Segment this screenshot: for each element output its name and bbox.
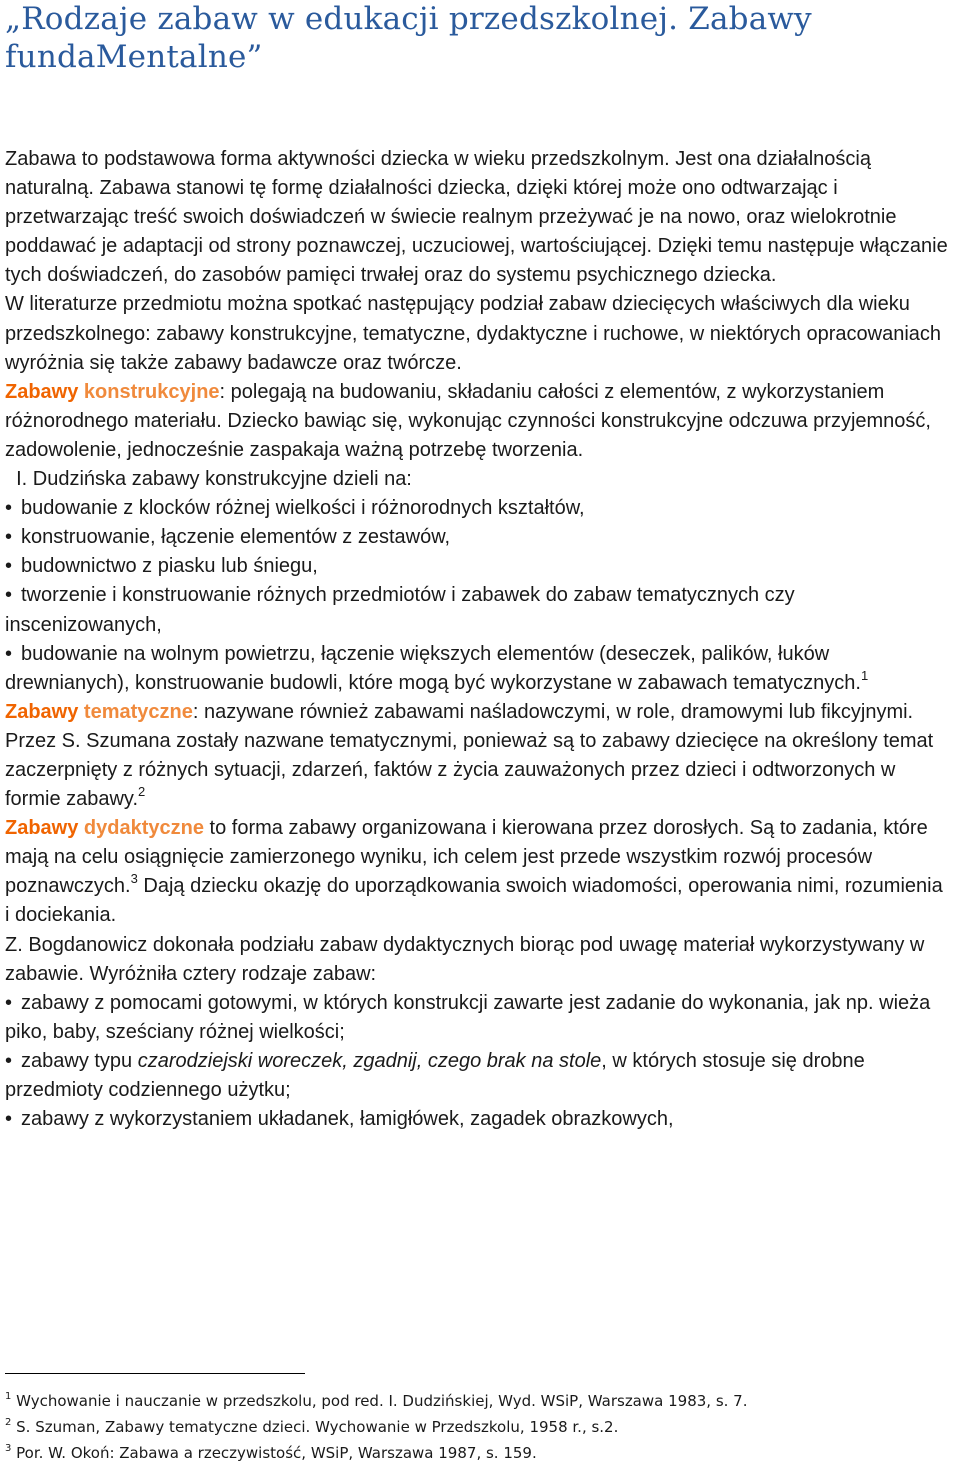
title-line-1: „Rodzaje zabaw w edukacji przedszkolnej. Zabawy — [5, 1, 812, 37]
list-item: • budowanie z klocków różnej wielkości i różnorodnych kształtów, — [5, 497, 585, 520]
document-body — [5, 145, 950, 1134]
list-item: • konstruowanie, łączenie elementów z zestawów, — [5, 526, 451, 549]
footnote: $^1$ Wychowanie i nauczanie w przedszkolu, pod red. I. Dudzińskiej, Wyd. WSiP, Warszawa 1983, s. 7. — [5, 1391, 748, 1410]
footnote: $^3$ Por. W. Okoń: Zabawa a rzeczywistość, WSiP, Warszawa 1987, s. 159. — [5, 1443, 537, 1462]
list-item: • zabawy z pomocami gotowymi, w których konstrukcji zawarte jest zadanie do wykonania, jak np. wieża piko, baby, sześciany różnej wielkości; — [5, 991, 931, 1043]
footnote: $^2$ S. Szuman, Zabawy tematyczne dzieci. Wychowanie w Przedszkolu, 1958 r., s.2. — [5, 1417, 619, 1436]
paragraph-classification: W literaturze przedmiotu można spotkać następujący podział zabaw dziecięcych właściwych dla wieku przedszkolnego: zabawy konstrukcyjne, tematyczne, dydaktyczne i ruchowe, w niektórych opracowaniach wyróżnia się także zabawy badawcze oraz twórcze. — [5, 293, 942, 374]
paragraph-construction-games: Zabawy konstrukcyjne: polegają na budowaniu, składaniu całości z elementów, z wykorzystaniem różnorodnego materiału. Dziecko bawiąc się, wykonując czynności konstrukcyjne odczuwa przyjemność, zadowolenie, jednocześnie zaspakaja ważną potrzebę tworzenia. — [5, 380, 931, 461]
paragraph-dudzinska: I. Dudzińska zabawy konstrukcyjne dzieli na: — [16, 468, 412, 491]
footnote-ref[interactable]: 3 — [130, 871, 138, 887]
list-item: • tworzenie i konstruowanie różnych przedmiotów i zabawek do zabaw tematycznych czy inscenizowanych, — [5, 584, 795, 636]
paragraph-bogdanowicz: Z. Bogdanowicz dokonała podziału zabaw dydaktycznych biorąc pod uwagę materiał wykorzystywany w zabawie. Wyróżniła cztery rodzaje zabaw: — [5, 933, 925, 985]
list-item: • zabawy typu czarodziejski woreczek, zgadnij, czego brak na stole, w których stosuje się drobne przedmioty codziennego użytku; — [5, 1049, 865, 1101]
footnotes — [5, 1388, 950, 1466]
heading-didactic-games: Zabawy dydaktyczne — [5, 817, 204, 840]
heading-construction-games: Zabawy konstrukcyjne — [5, 380, 220, 403]
list-item: • budownictwo z piasku lub śniegu, — [5, 555, 318, 578]
intro-text-continued: Dzięki temu następuje włączanie tych doświadczeń, do zasobów pamięci trwałej oraz do systemu psychicznego dziecka. — [5, 235, 948, 287]
document-title — [5, 0, 945, 76]
paragraph-intro — [5, 145, 950, 290]
title-line-2: fundaMentalne” — [5, 39, 263, 75]
heading-thematic-games: Zabawy tematyczne — [5, 700, 193, 723]
footnote-separator — [5, 1373, 305, 1374]
construction-list — [5, 494, 950, 698]
list-item: • zabawy z wykorzystaniem układanek, łamigłówek, zagadek obrazkowych, — [5, 1108, 674, 1131]
didactic-list — [5, 989, 950, 1134]
list-item: • budowanie na wolnym powietrzu, łączenie większych elementów (deseczek, palików, łuków drewnianych), konstruowanie budowli, które mogą być wykorzystane w zabawach tematycznych.$^1$ — [5, 642, 869, 694]
paragraph-thematic-games: Zabawy tematyczne: nazywane również zabawami naśladowczymi, w role, dramowymi lub fikcyjnymi. Przez S. Szumana zostały nazwane tematycznymi, ponieważ są to zabawy dziecięce na określony temat zaczerpnięty z różnych sytuacji, zdarzeń, faktów z życia zauważonych przez dzieci i odtworzonych w formie zabawy.$^2$ — [5, 700, 934, 811]
footnote-ref[interactable]: 1 — [860, 667, 869, 683]
paragraph-didactic-games: Zabawy dydaktyczne to forma zabawy organizowana i kierowana przez dorosłych. Są to zadania, które mają na celu osiągnięcie zamierzonego wyniku, ich celem jest przede wszystkim rozwój procesów poznawczych.$^3$ Dają dziecku okazję do uporządkowania swoich wiadomości, operowania nimi, rozumienia i dociekania. — [5, 817, 943, 927]
footnote-ref[interactable]: 2 — [138, 784, 146, 800]
intro-text: Zabawa to podstawowa forma aktywności dziecka w wieku przedszkolnym. Jest ona działalnością naturalną. Zabawa stanowi tę formę działalności dziecka, dzięki której może ono odtwarzając i przetwarzając treść swoich doświadczeń w świecie realnym przeżywać je na nowo, oraz wielokrotnie poddawać je adaptacji od strony poznawczej, uczuciowej, wartościującej. — [5, 148, 897, 258]
